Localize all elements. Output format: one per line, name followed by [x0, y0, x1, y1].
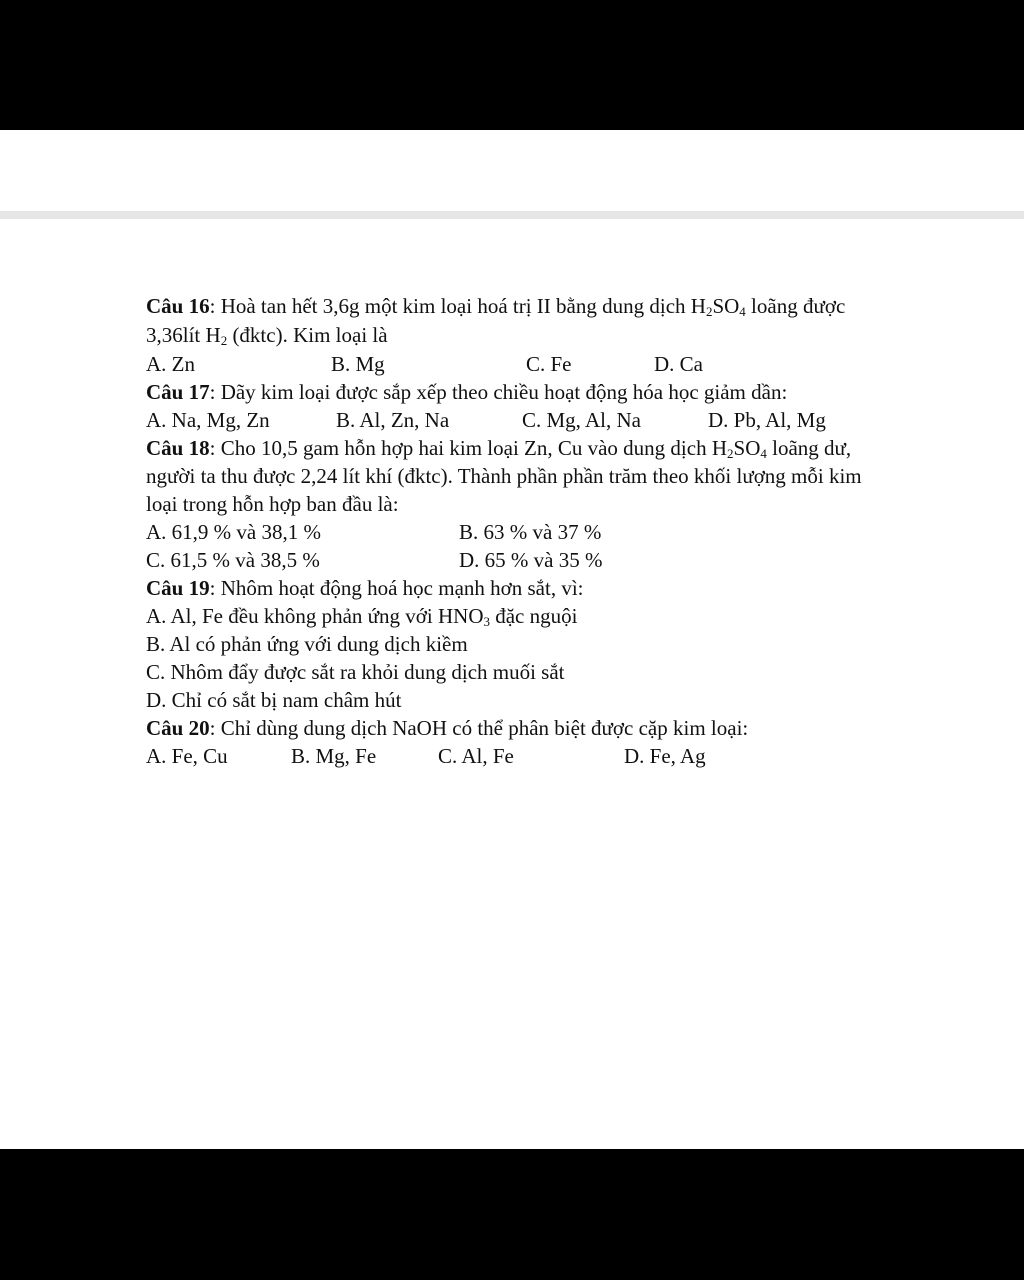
q18-option-d: D. 65 % và 35 % — [459, 548, 603, 572]
q20-option-c: C. Al, Fe — [438, 744, 514, 768]
q19-option-c: C. Nhôm đẩy được sắt ra khỏi dung dịch muối sắt — [146, 660, 565, 684]
q17-option-a: A. Na, Mg, Zn — [146, 408, 270, 432]
q17-option-c: C. Mg, Al, Na — [522, 408, 642, 432]
q17-option-b: B. Al, Zn, Na — [336, 408, 450, 432]
q17-options — [146, 407, 986, 433]
q20-option-b: B. Mg, Fe — [291, 744, 377, 768]
q20-label: Câu 20 — [146, 716, 210, 740]
bottom-black-bar — [0, 1149, 1024, 1280]
q18-line-2: người ta thu được 2,24 lít khí (đktc). Thành phần phần trăm theo khối lượng mỗi kim — [146, 464, 862, 488]
q19-label: Câu 19 — [146, 576, 210, 600]
q17-line-1: Câu 17: Dãy kim loại được sắp xếp theo chiều hoạt động hóa học giảm dần: — [146, 380, 788, 404]
q20-line-1: Câu 20: Chỉ dùng dung dịch NaOH có thể phân biệt được cặp kim loại: — [146, 716, 749, 740]
h2so4-formula-2: $H_2SO_4$ — [711, 436, 767, 461]
q16-option-c: C. Fe — [526, 352, 572, 376]
q18-line-1: Câu 18: Cho 10,5 gam hỗn hợp hai kim loại Zn, Cu vào dung dịch $H_2SO_4$ loãng dư, — [146, 436, 852, 461]
q18-option-b: B. 63 % và 37 % — [459, 520, 602, 544]
q17-option-d: D. Pb, Al, Mg — [708, 408, 826, 432]
q16-option-d: D. Ca — [654, 352, 703, 376]
q18-label: Câu 18 — [146, 436, 210, 460]
q18-line-3: loại trong hỗn hợp ban đầu là: — [146, 492, 399, 516]
q16-label: Câu 16 — [146, 294, 210, 318]
q16-option-a: A. Zn — [146, 352, 195, 376]
q19-option-b: B. Al có phản ứng với dung dịch kiềm — [146, 632, 468, 656]
q16-option-b: B. Mg — [331, 352, 385, 376]
q19-line-1: Câu 19: Nhôm hoạt động hoá học mạnh hơn sắt, vì: — [146, 576, 584, 600]
q16-line-2: 3,36lít $H_2$ (đktc). Kim loại là — [146, 323, 388, 348]
q18-options-row-2 — [146, 547, 986, 573]
q20-option-a: A. Fe, Cu — [146, 744, 228, 768]
q18-options-row-1 — [146, 519, 986, 545]
q16-options — [146, 351, 986, 377]
h2so4-formula: $H_2SO_4$ — [690, 294, 746, 319]
q18-option-a: A. 61,9 % và 38,1 % — [146, 520, 321, 544]
q20-options — [146, 743, 986, 769]
q19-option-d: D. Chỉ có sắt bị nam châm hút — [146, 688, 402, 712]
divider-line — [0, 211, 1024, 219]
q18-option-c: C. 61,5 % và 38,5 % — [146, 548, 320, 572]
q17-label: Câu 17 — [146, 380, 210, 404]
h2-formula: $H_2$ — [205, 323, 228, 348]
top-black-bar — [0, 0, 1024, 130]
q19-option-a: A. Al, Fe đều không phản ứng với $HNO_3$ đặc nguội — [146, 604, 578, 629]
hno3-formula: $HNO_3$ — [437, 604, 490, 629]
q16-line-1: Câu 16: Hoà tan hết 3,6g một kim loại hoá trị II bằng dung dịch $H_2SO_4$ loãng được — [146, 294, 846, 319]
q20-option-d: D. Fe, Ag — [624, 744, 706, 768]
